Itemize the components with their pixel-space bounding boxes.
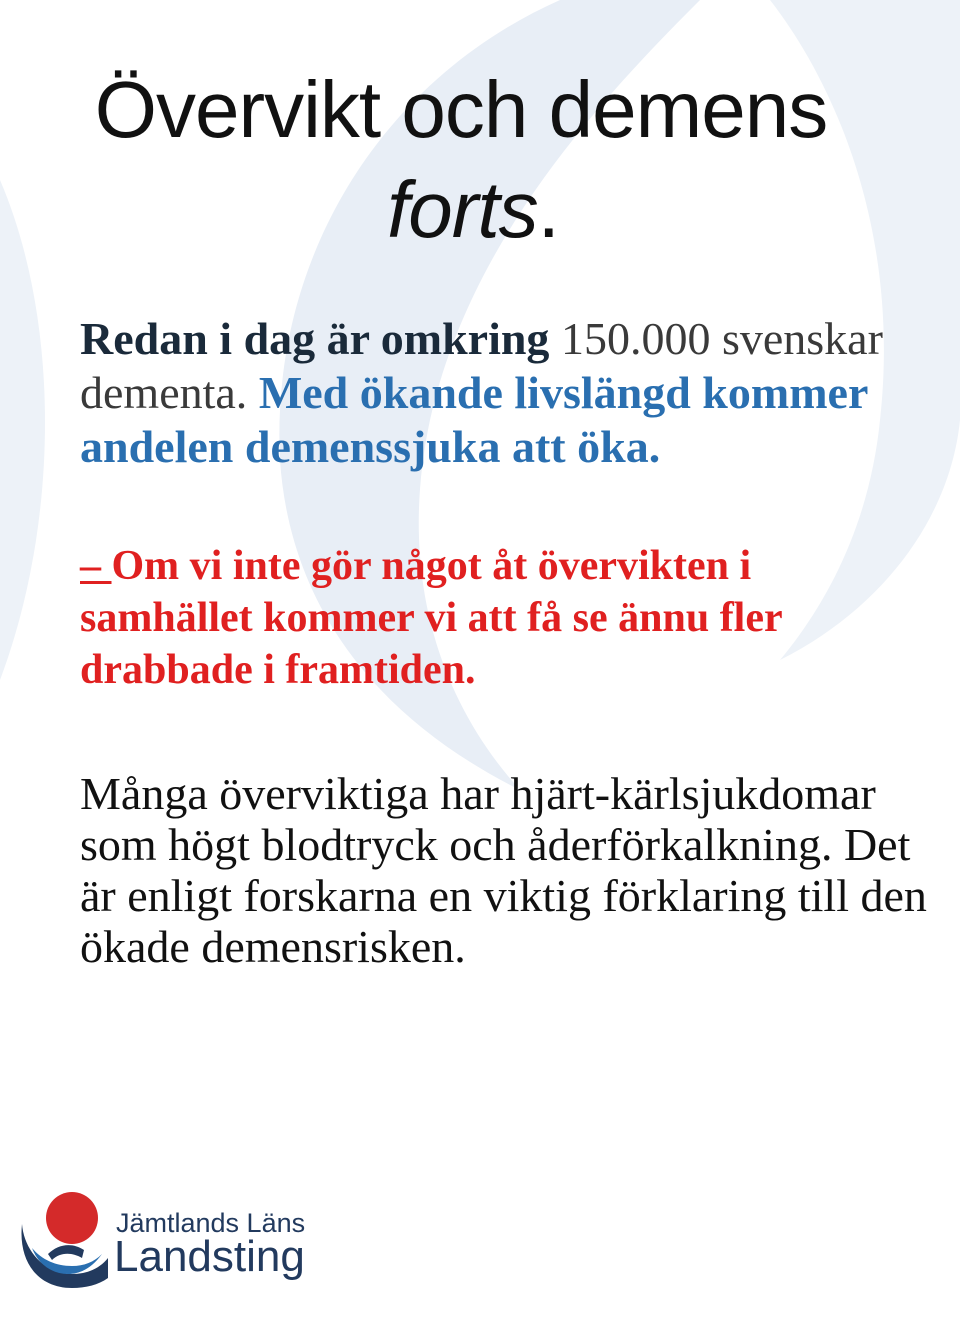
paragraph-explanation: Många överviktiga har hjärt-kärlsjukdomar som högt blodtryck och åderförkalkning. Det är enligt forskarna en viktig förklaring till den ökade demensrisken.: [80, 768, 927, 972]
landsting-logo-mark-icon: [18, 1188, 110, 1288]
intro-bold-text: Redan i dag är omkring: [80, 313, 561, 364]
paragraph-statistics: [80, 312, 940, 474]
warning-dash: –: [80, 543, 112, 589]
paragraph-warning: [80, 540, 930, 696]
lifespan-text: Med ökande livslängd kommer andelen demenssjuka att öka.: [80, 367, 868, 472]
warning-text: Om vi inte gör något åt övervikten i samhället kommer vi att få se ännu fler drabbade i framtiden.: [80, 543, 782, 693]
logo-text-line1: Jämtlands Läns: [116, 1208, 306, 1238]
logo-text-line2: Landsting: [114, 1232, 305, 1281]
title-forts: forts: [387, 165, 538, 254]
title-period: .: [537, 165, 559, 254]
slide-title-continued: [8, 162, 938, 258]
count-text: 150.000 svenskar dementa.: [80, 313, 883, 418]
organization-logo: [18, 1188, 318, 1288]
slide-title: Övervikt och demens: [94, 65, 828, 154]
